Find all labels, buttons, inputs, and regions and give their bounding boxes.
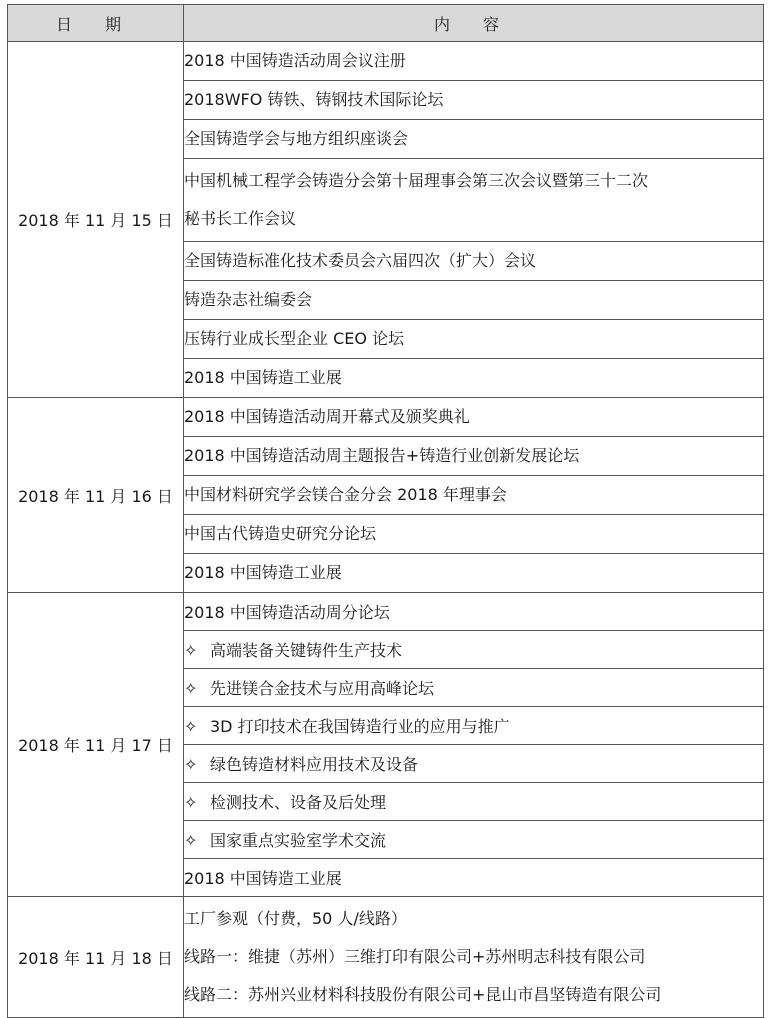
- event-text: 全国铸造标准化技术委员会六届四次（扩大）会议: [184, 251, 537, 270]
- schedule-table: [7, 4, 764, 1018]
- forum-item-cell: [184, 783, 764, 821]
- event-cell: 2018 中国铸造工业展: [184, 859, 764, 897]
- event-cell: [184, 515, 764, 554]
- forum-item-text: 检测技术、设备及后处理: [210, 793, 387, 812]
- factory-visit-line: 工厂参观（付费，50 人/线路）: [184, 909, 407, 928]
- header-row: [8, 5, 764, 42]
- event-text: 铸造杂志社编委会: [184, 290, 313, 309]
- event-cell: [184, 359, 764, 398]
- forum-item-text: 绿色铸造材料应用技术及设备: [210, 755, 419, 774]
- schedule-row: [8, 398, 764, 437]
- diamond-bullet-icon: ✧: [184, 679, 198, 698]
- event-text: 2018 中国铸造活动周会议注册: [184, 51, 406, 70]
- factory-visit-line: 线路二：苏州兴业材料科技股份有限公司+昆山市昌坚铸造有限公司: [184, 985, 662, 1004]
- event-cell: [184, 320, 764, 359]
- event-text: 中国古代铸造史研究分论坛: [184, 524, 377, 543]
- forum-item-text: 高端装备关键铸件生产技术: [210, 641, 403, 660]
- event-cell: [184, 120, 764, 159]
- event-text: 2018 中国铸造工业展: [184, 563, 342, 582]
- content-column-header: 内 容: [184, 5, 764, 42]
- forum-item-cell: [184, 821, 764, 859]
- forum-item-cell: [184, 631, 764, 669]
- diamond-bullet-icon: ✧: [184, 641, 198, 660]
- event-text: 2018 中国铸造活动周开幕式及颁奖典礼: [184, 407, 470, 426]
- factory-visit-line: 线路一：维捷（苏州）三维打印有限公司+苏州明志科技有限公司: [184, 947, 646, 966]
- event-cell: [184, 159, 764, 242]
- diamond-bullet-icon: ✧: [184, 717, 198, 736]
- forum-item-cell: [184, 745, 764, 783]
- schedule-body: [8, 42, 764, 1018]
- forum-item-cell: [184, 669, 764, 707]
- event-cell: [184, 242, 764, 281]
- event-cell: [184, 398, 764, 437]
- diamond-bullet-icon: ✧: [184, 831, 198, 850]
- schedule-row: [8, 42, 764, 81]
- event-cell: [184, 554, 764, 593]
- date-cell: 2018 年 11 月 17 日: [8, 593, 184, 897]
- date-cell: 2018 年 11 月 15 日: [8, 42, 184, 398]
- event-cell: [184, 281, 764, 320]
- date-cell: 2018 年 11 月 18 日: [8, 897, 184, 1018]
- forum-item-text: 先进镁合金技术与应用高峰论坛: [210, 679, 435, 698]
- event-text: 2018WFO 铸铁、铸钢技术国际论坛: [184, 90, 444, 109]
- forum-item-text: 国家重点实验室学术交流: [210, 831, 387, 850]
- event-cell: [184, 81, 764, 120]
- forum-item-text: 3D 打印技术在我国铸造行业的应用与推广: [210, 717, 510, 736]
- event-cell: [184, 476, 764, 515]
- event-text: 2018 中国铸造工业展: [184, 368, 342, 387]
- event-text: 全国铸造学会与地方组织座谈会: [184, 129, 409, 148]
- forum-title-cell: 2018 中国铸造活动周分论坛: [184, 593, 764, 631]
- event-cell: [184, 42, 764, 81]
- schedule-row: [8, 897, 764, 1018]
- date-column-header: 日 期: [8, 5, 184, 42]
- event-text: 压铸行业成长型企业 CEO 论坛: [184, 329, 405, 348]
- event-text: 2018 中国铸造活动周主题报告+铸造行业创新发展论坛: [184, 446, 580, 465]
- event-text: 秘书长工作会议: [184, 209, 297, 228]
- diamond-bullet-icon: ✧: [184, 793, 198, 812]
- date-cell: 2018 年 11 月 16 日: [8, 398, 184, 593]
- event-text: 中国机械工程学会铸造分会第十届理事会第三次会议暨第三十二次: [184, 171, 649, 190]
- forum-item-cell: [184, 707, 764, 745]
- event-text: 中国材料研究学会镁合金分会 2018 年理事会: [184, 485, 507, 504]
- factory-visit-cell: [184, 897, 764, 1018]
- event-cell: [184, 437, 764, 476]
- diamond-bullet-icon: ✧: [184, 755, 198, 774]
- schedule-row: [8, 593, 764, 631]
